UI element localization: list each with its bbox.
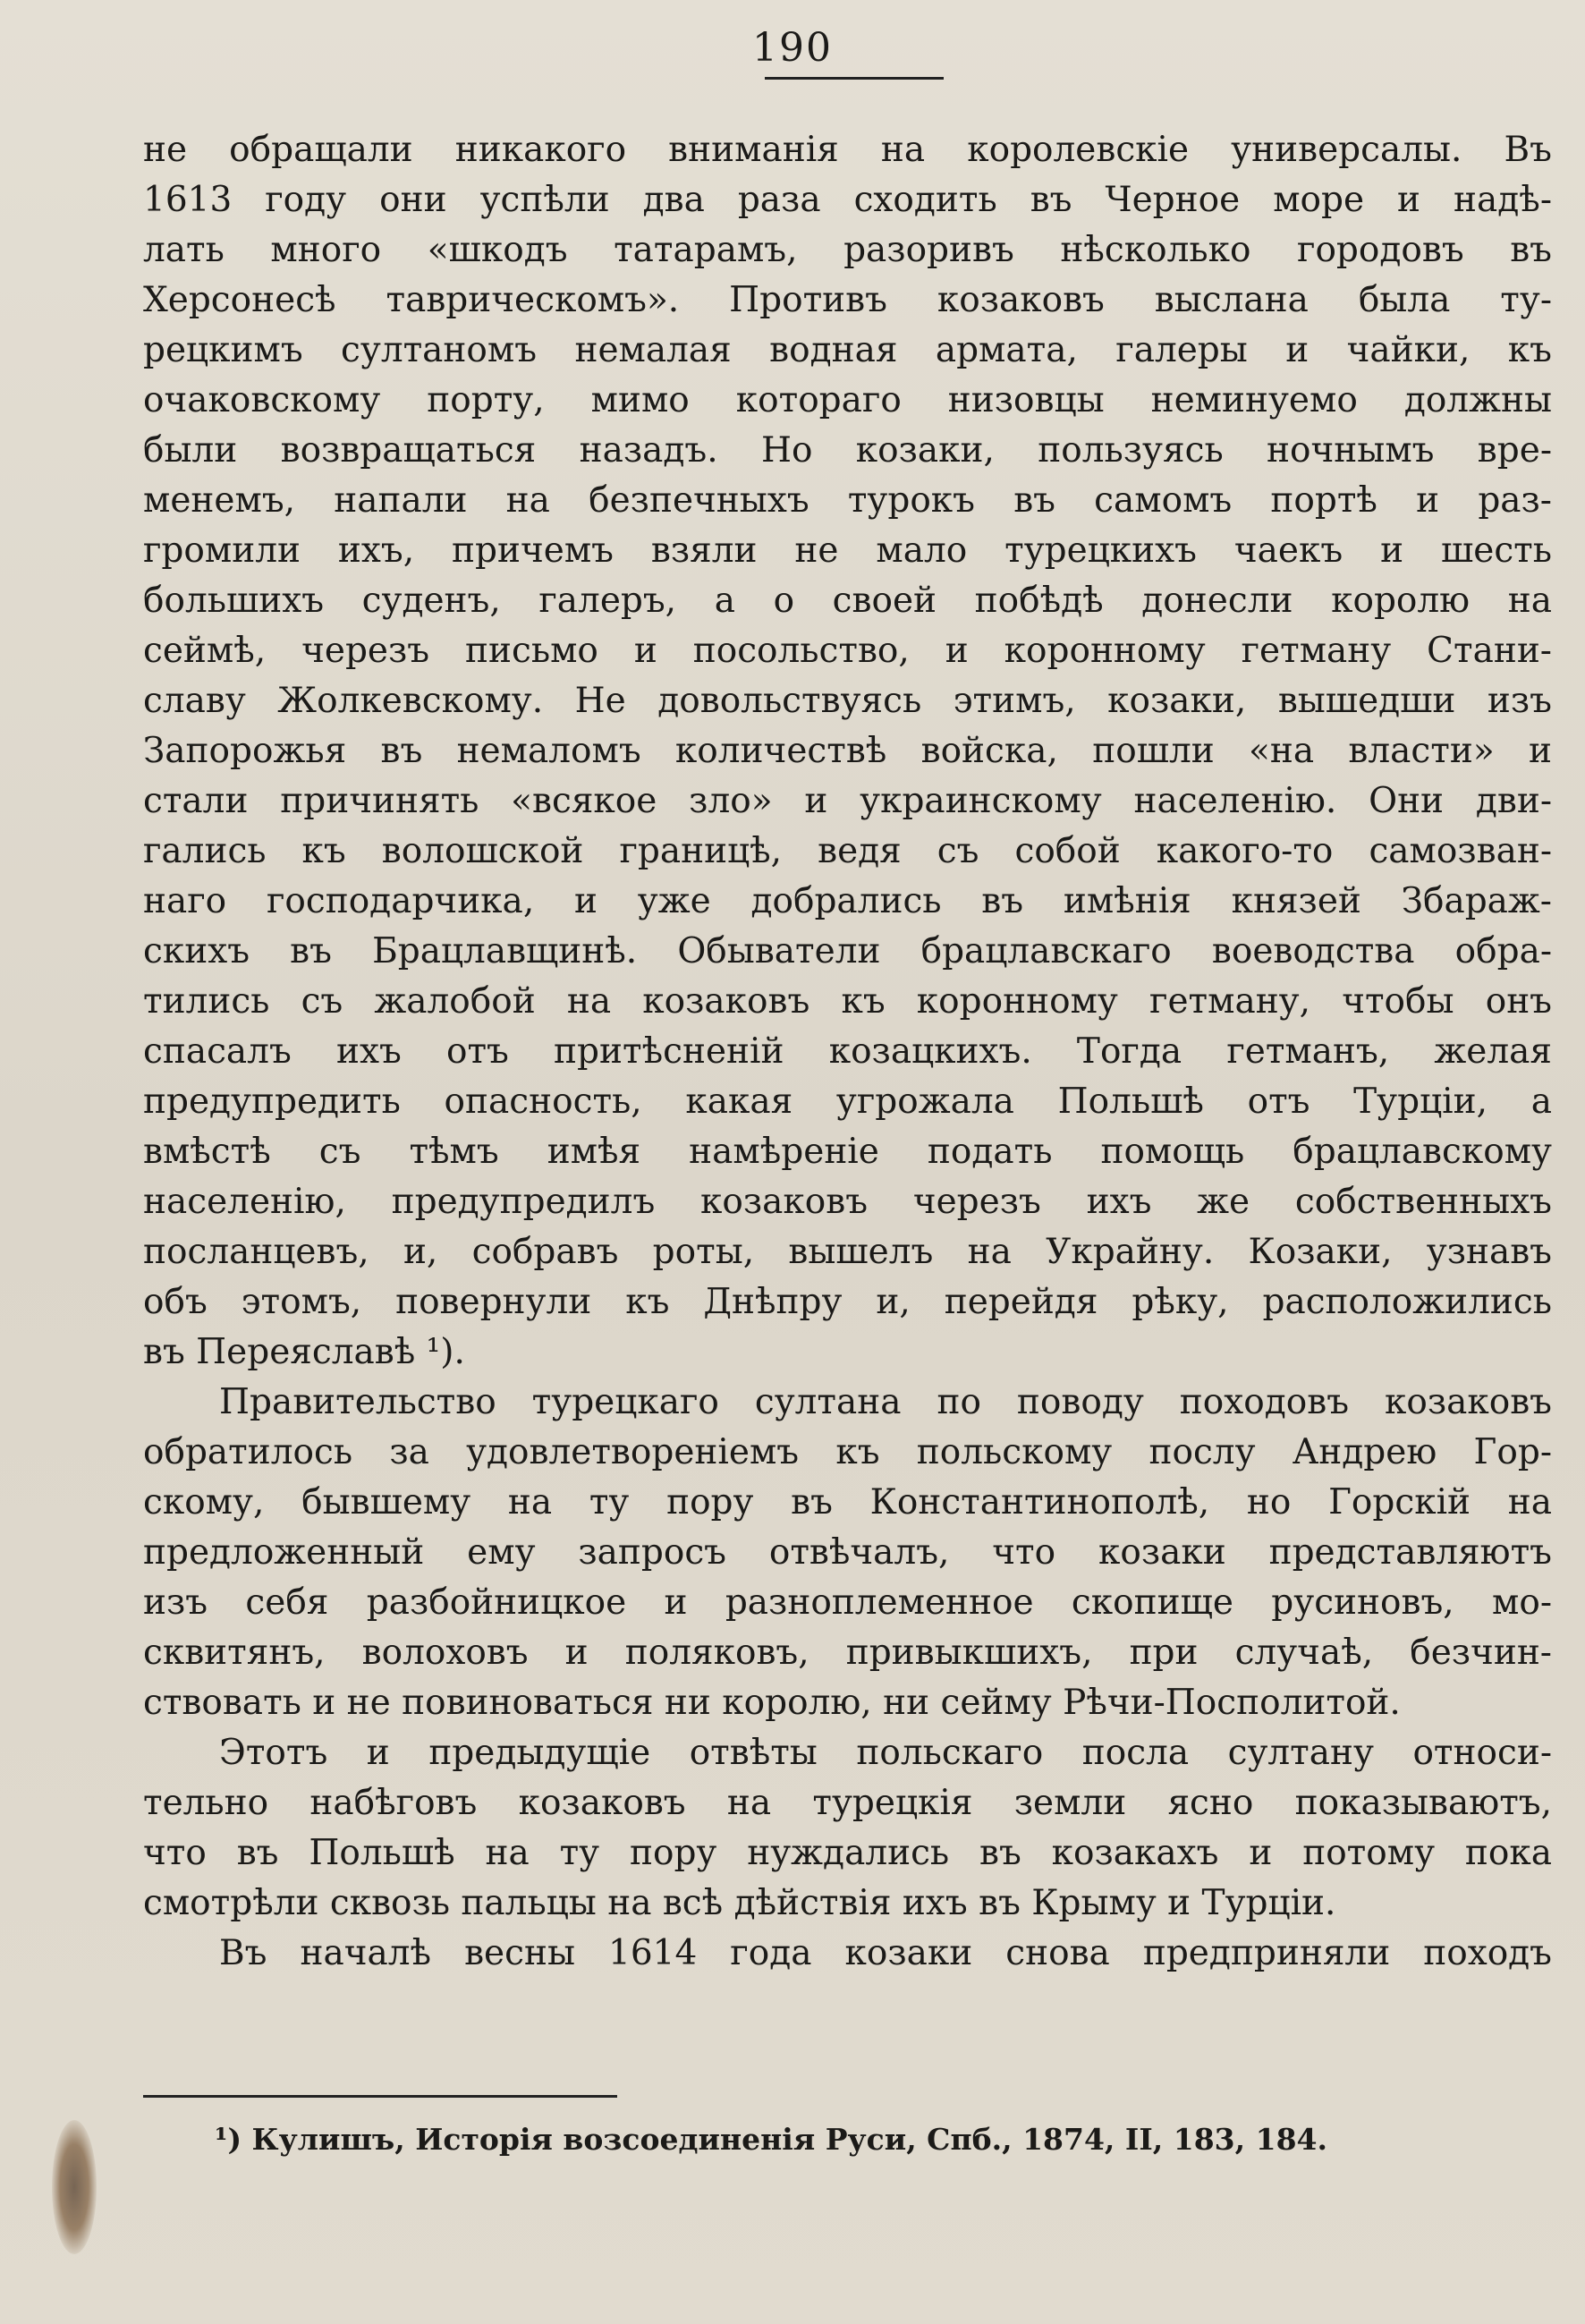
text-line: Правительство турецкаго султана по поводу походовъ козаковъ: [219, 1382, 1552, 1422]
text-line: населенію, предупредилъ козаковъ черезъ ихъ же собственныхъ: [143, 1182, 1552, 1222]
text-line: посланцевъ, и, собравъ роты, вышелъ на Украйну. Козаки, узнавъ: [143, 1232, 1552, 1272]
text-line: вмѣстѣ съ тѣмъ имѣя намѣреніе подать помощь брацлавскому: [143, 1132, 1552, 1172]
text-line: Этотъ и предыдущіе отвѣты польскаго посла султану относи-: [219, 1733, 1552, 1773]
text-line: рецкимъ султаномъ немалая водная армата, галеры и чайки, къ: [143, 330, 1552, 370]
text-line: обратилось за удовлетвореніемъ къ польскому послу Андрею Гор-: [143, 1432, 1552, 1472]
text-line: скихъ въ Брацлавщинѣ. Обыватели брацлавскаго воеводства обра-: [143, 931, 1552, 971]
text-line: сеймѣ, черезъ письмо и посольство, и коронному гетману Стани-: [143, 631, 1552, 671]
text-line: предупредить опасность, какая угрожала Польшѣ отъ Турціи, а: [143, 1081, 1552, 1122]
footnote-rule: [143, 2095, 617, 2098]
text-line: скому, бывшему на ту пору въ Константинополѣ, но Горскій на: [143, 1482, 1552, 1522]
text-line: большихъ суденъ, галеръ, а о своей побѣдѣ донесли королю на: [143, 581, 1552, 621]
text-line: Въ началѣ весны 1614 года козаки снова предприняли походъ: [219, 1933, 1552, 1973]
text-line: въ Переяславѣ ¹).: [143, 1332, 465, 1372]
body-text: [143, 125, 1552, 1979]
text-line: лать много «шкодъ татарамъ, разоривъ нѣсколько городовъ въ: [143, 230, 1552, 270]
text-line: изъ себя разбойницкое и разноплеменное скопище русиновъ, мо-: [143, 1582, 1552, 1623]
page-number: 190: [752, 25, 833, 71]
text-line: очаковскому порту, мимо котораго низовцы неминуемо должны: [143, 380, 1552, 420]
header-rule: [765, 77, 944, 80]
footnote: ¹) Кулишъ, Исторія возсоединенія Руси, Спб., 1874, II, 183, 184.: [215, 2122, 1327, 2157]
text-line: объ этомъ, повернули къ Днѣпру и, перейдя рѣку, расположились: [143, 1282, 1552, 1322]
text-line: 1613 году они успѣли два раза сходить въ Черное море и надѣ-: [143, 180, 1552, 220]
text-line: не обращали никакого вниманія на королевскіе универсалы. Въ: [143, 130, 1552, 170]
text-line: менемъ, напали на безпечныхъ турокъ въ самомъ портѣ и раз-: [143, 480, 1552, 521]
text-line: тились съ жалобой на козаковъ къ коронному гетману, чтобы онъ: [143, 981, 1552, 1022]
text-line: предложенный ему запросъ отвѣчалъ, что козаки представляютъ: [143, 1532, 1552, 1573]
text-line: смотрѣли сквозь пальцы на всѣ дѣйствія ихъ въ Крыму и Турціи.: [143, 1883, 1336, 1923]
text-line: наго господарчика, и уже добрались въ имѣнія князей Збараж-: [143, 881, 1552, 921]
text-line: Херсонесѣ таврическомъ». Противъ козаковъ выслана была ту-: [143, 280, 1552, 320]
paper-stain: [52, 2120, 97, 2254]
text-line: стали причинять «всякое зло» и украинскому населенію. Они дви-: [143, 781, 1552, 821]
text-line: тельно набѣговъ козаковъ на турецкія земли ясно показываютъ,: [143, 1783, 1552, 1823]
text-line: были возвращаться назадъ. Но козаки, пользуясь ночнымъ вре-: [143, 430, 1552, 471]
text-line: спасалъ ихъ отъ притѣсненій козацкихъ. Тогда гетманъ, желая: [143, 1031, 1552, 1072]
text-line: Запорожья въ немаломъ количествѣ войска, пошли «на власти» и: [143, 731, 1552, 771]
text-line: ствовать и не повиноваться ни королю, ни сейму Рѣчи-Посполитой.: [143, 1683, 1401, 1723]
text-line: славу Жолкевскому. Не довольствуясь этимъ, козаки, вышедши изъ: [143, 681, 1552, 721]
text-line: что въ Польшѣ на ту пору нуждались въ козакахъ и потому пока: [143, 1833, 1552, 1873]
text-line: сквитянъ, волоховъ и поляковъ, привыкшихъ, при случаѣ, безчин-: [143, 1633, 1552, 1673]
text-line: громили ихъ, причемъ взяли не мало турецкихъ чаекъ и шесть: [143, 530, 1552, 571]
text-line: гались къ волошской границѣ, ведя съ собой какого-то самозван-: [143, 831, 1552, 871]
